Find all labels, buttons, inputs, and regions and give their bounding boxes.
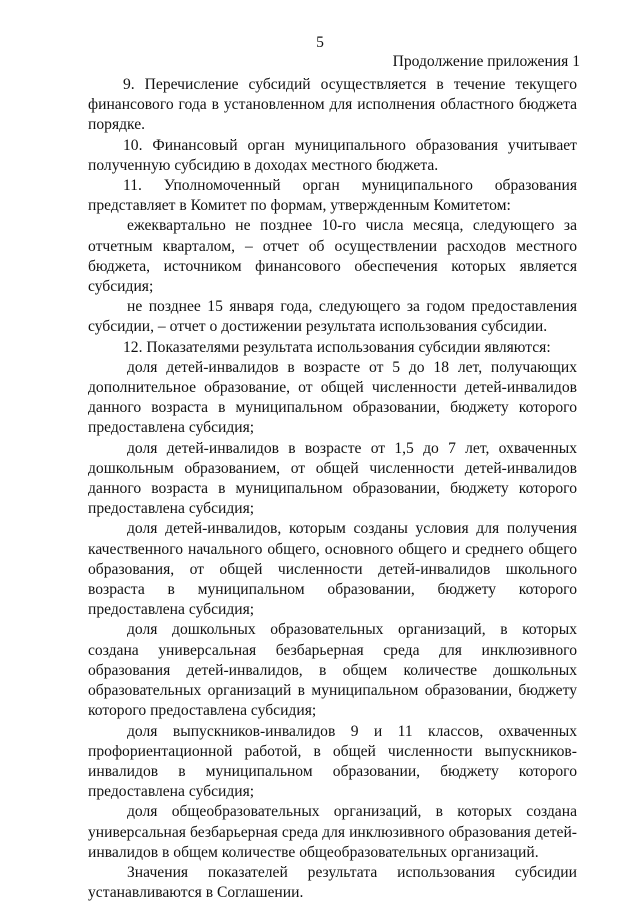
indicator-general-organizations: доля общеобразовательных организаций, в которых создана универсальная безбарьерная среда для инклюзивного образования детей-инвалидов в общем количестве общеобразовательных организаций. (88, 803, 577, 861)
paragraph-9: 9. Перечисление субсидий осуществляется в течение текущего финансового года в установленном для исполнения областного бюджета порядке. (88, 76, 577, 134)
paragraph-11-annual-report: не позднее 15 января года, следующего за годом предоставления субсидии, – отчет о достижении результата использования субсидии. (88, 298, 577, 336)
paragraph-12: 12. Показателями результата использования субсидии являются: (123, 338, 551, 356)
paragraph-11: 11. Уполномоченный орган муниципального образования представляет в Комитет по формам, утвержденным Комитетом: (88, 177, 577, 215)
running-header: Продолжение приложения 1 (392, 53, 580, 70)
page-number: 5 (316, 34, 324, 51)
indicator-general-education: доля детей-инвалидов, которым созданы условия для получения качественного начального общего, основного общего и среднего общего образования, от общей численности детей-инвалидов школьного возраста в муниципальном образовании, бюджету которого предоставлена субсидия; (88, 520, 577, 619)
body-text (88, 75, 577, 903)
paragraph-indicator-values: Значения показателей результата использования субсидии устанавливаются в Соглашении. (88, 863, 577, 902)
paragraph-11-quarterly-report: ежеквартально не позднее 10-го числа месяца, следующего за отчетным кварталом, – отчет об осуществлении расходов местного бюджета, источником финансового обеспечения которых является субсидия; (88, 217, 577, 296)
indicator-additional-education: доля детей-инвалидов в возрасте от 5 до 18 лет, получающих дополнительное образование, от общей численности детей-инвалидов данного возраста в муниципальном образовании, бюджету которого предоставлена субсидия; (88, 358, 577, 437)
paragraph-10: 10. Финансовый орган муниципального образования учитывает полученную субсидию в доходах местного бюджета. (88, 136, 577, 174)
indicator-preschool-organizations: доля дошкольных образовательных организаций, в которых создана универсальная безбарьерная среда для инклюзивного образования детей-инвалидов, в общем количестве дошкольных образовательных организаций в муниципальном образовании, бюджету которого предоставлена субсидия; (88, 621, 577, 720)
indicator-preschool-education: доля детей-инвалидов в возрасте от 1,5 до 7 лет, охваченных дошкольным образованием, от общей численности детей-инвалидов данного возраста в муниципальном образовании, бюджету которого предоставлена субсидия; (88, 439, 577, 518)
indicator-career-guidance: доля выпускников-инвалидов 9 и 11 классов, охваченных профориентационной работой, в общей численности выпускников-инвалидов в муниципальном образовании, бюджету которого предоставлена субсидия; (88, 722, 577, 801)
